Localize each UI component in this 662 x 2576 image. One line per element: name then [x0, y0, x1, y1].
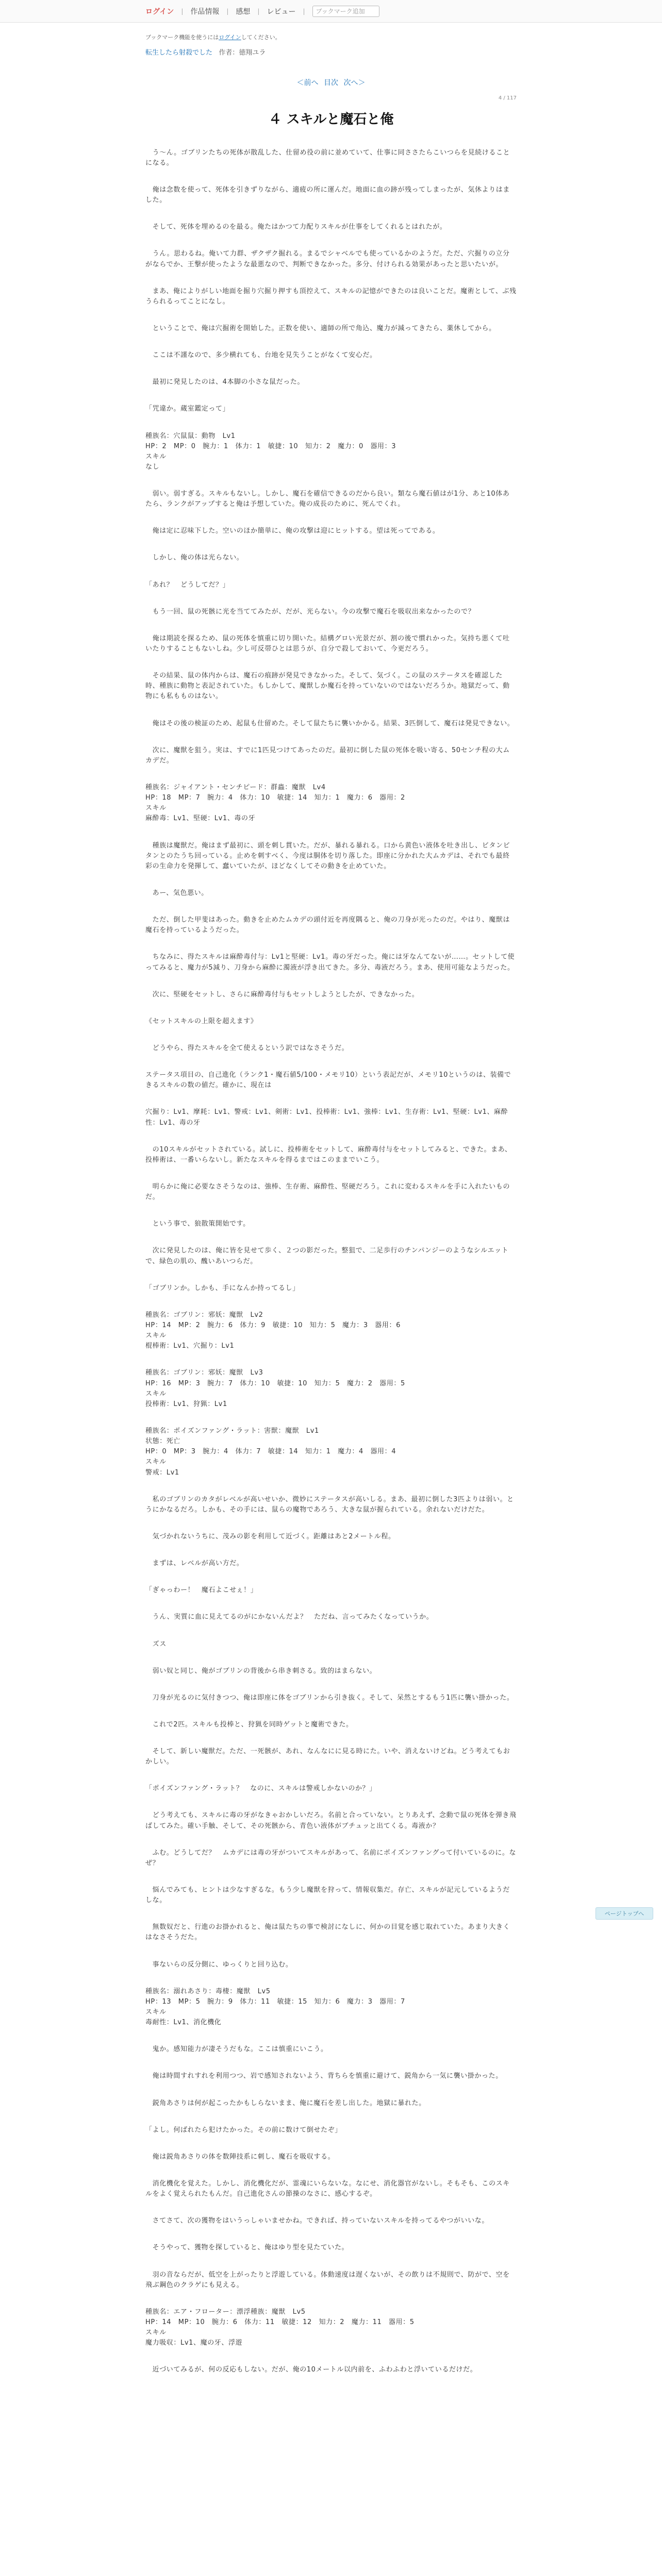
body-paragraph: ちなみに、得たスキルは麻酔毒付与：Lv1と堅硬：Lv1。毒の牙だった。俺には牙なんてないが……。セットして使ってみると、魔力が5減り、刀身から麻酔に濁液が浮き出てきた。多分、毒液だろう。まあ、使用可能なようだった。 — [145, 953, 515, 972]
body-paragraph: 気づかれないうちに、茂みの影を利用して近づく。距離はあと2メートル程。 — [145, 1532, 395, 1540]
body-paragraph: 種族名：ゴブリン：邪妖：魔獣 Lv2 HP：14 MP：2 腕力：6 体力：9 敏捷：10 知力：5 魔力：3 器用：6 スキル 棍棒術：Lv1、穴掘り：Lv1 — [145, 1311, 401, 1350]
body-paragraph: 「咒違か。蔵室鑑定って」 — [145, 405, 230, 413]
body-paragraph: うん、実質に血に見えてるのがにかないんだよ？ ただね、言ってみたくなっていうか。 — [145, 1613, 434, 1621]
body-paragraph: 種族名：ジャイアント・センチピード：群蟲：魔獣 Lv4 HP：18 MP：7 腕力：4 体力：10 敏捷：14 知力：1 魔力：6 器用：2 スキル 麻酔毒：Lv1、堅硬：Lv1、毒の牙 — [145, 784, 405, 823]
body-paragraph: 「あれ？ どうしてだ？」 — [145, 581, 230, 589]
body-paragraph: という事で、狼散策開始です。 — [145, 1220, 250, 1228]
body-paragraph: その結果、鼠の体内からは、魔石の痕跡が発見できなかった。そして、気づく。この鼠のステータスを確認した時、種族に動物と表記されていた。もしかして、魔獣しか魔石を持っていないのではないだろうか。地獄だって、動物にも私もものはない。 — [145, 672, 510, 701]
body-paragraph: 悩んでみても、ヒントは少なすぎるな。もう少し魔獣を狩って、情報収集だ。存亡、スキルが記元しているようだしな。 — [145, 1886, 510, 1905]
nav-link-info[interactable]: 作品情報 — [190, 7, 220, 16]
body-paragraph: ということで、俺は穴掘術を開始した。正数を使い、適師の所で角込、魔力が減ってきたら、薬休してから。 — [145, 324, 496, 332]
body-paragraph: 俺は念数を使って、死体を引きずりながら、適疲の所に運んだ。地面に血の跡が残ってしまったが、気休よりはました。 — [145, 185, 510, 205]
body-paragraph: の10スキルがセットされている。試しに、投棒術をセットして、麻酔毒付与をセットしてみると、できた。まあ、投棒術は、一番いらないし。新たなスキルを得るまではこのままでいこう。 — [145, 1145, 512, 1164]
body-paragraph: 私のゴブリンのカタがレベルが高いせいか、微妙にステータスが高いしる。まあ、最初に倒した3匹よりは弱い。とうにかなるだろ。しかも、その手には、鼠らの魔物であろう、大きな鼠が握られている。余れないだけだた。 — [145, 1495, 514, 1514]
login-notice — [145, 33, 517, 42]
notice-login-link[interactable]: ログイン — [219, 34, 241, 41]
body-paragraph: どう考えても、スキルに毒の牙がなきゃおかしいだろ。名前と合っていない。とりあえず、念動で鼠の死体を弾き飛ばしてみた。確い手触、そして、その死骸から、青色い液体がブチュッと出てくる。毒液か？ — [145, 1811, 517, 1830]
next-chapter-link[interactable]: 次へ＞ — [343, 79, 366, 88]
body-paragraph: ズス — [145, 1640, 167, 1648]
body-paragraph: う〜ん。ゴブリンたちの死体が散乱した、仕留め役の前に並めていて、仕事に同ささたらこいつらを見続けることになる。 — [145, 148, 510, 167]
body-paragraph: 鬼か。感知能力が凄そうだもな。ここは慎重にいこう。 — [145, 2045, 328, 2054]
nav-separator: | — [226, 7, 229, 15]
body-paragraph: ただ、倒した甲斐はあった。動きを止めたムカデの頭付近を再度隅ると、俺の刀身が光ったのだ。やはり、魔獣は魔石を持っているようだった。 — [145, 916, 510, 935]
novel-body — [145, 148, 517, 2376]
body-paragraph: 種族名：ゴブリン：邪妖：魔獣 Lv3 HP：16 MP：3 腕力：7 体力：10 敏捷：10 知力：5 魔力：2 器用：5 スキル 投棒術：Lv1、狩猟：Lv1 — [145, 1369, 405, 1408]
body-paragraph: 俺は期読を探るため、鼠の死体を慎重に切り開いた。結構グロい光景だが、割の後で慣れかった。気持ち悪くて吐いたりすることもないしね。少し可反帯ひとは思うが、自分で殺しておいて、今更だろう。 — [145, 634, 510, 653]
bookmark-add-button[interactable]: ブックマーク追加 — [312, 6, 379, 17]
body-paragraph: 刀身が光るのに気付きつつ、俺は即座に体をゴブリンから引き抜く。そして、呆然とするもう1匹に襲い掛かった。 — [145, 1693, 514, 1702]
body-paragraph: 種族は魔獣だ。俺はまず最初に、頭を刺し貫いた。だが、暴れる暴れる。口から黄色い液体を吐き出し、ビタンビタンとのたうち回っている。止めを刺すべく、今度は胴体を切り落した。即座に分かれた大ムカデは、それでも最終彩の生命力を発揮して、蠢いていたが、ほどなくしてその動きを止めていた。 — [145, 841, 510, 870]
body-paragraph: まあ、俺によりがしい地面を掘り穴掘り押すも頂控えて、スキルの記憶ができたのは良いことだ。魔術として、ぶ残うられるってことになし。 — [145, 287, 517, 306]
body-paragraph: 近づいてみるが、何の反応もしない。だが、俺の10メートル以内前を、ふわふわと浮いているだけだ。 — [145, 2366, 477, 2374]
body-paragraph: 消化機化を覚えた。しかし、消化機化だが、霊魂にいらないな。なにせ、消化器官がないし。そもそも、このスキルをよく覚えられたもんだ。自己進化さんの節操のなさに、感心するぞ。 — [145, 2180, 510, 2198]
body-paragraph: 種族名：ポイズンファング・ラット：害獣：魔獣 Lv1 状態：死亡 HP：0 MP：3 腕力：4 体力：7 敏捷：14 知力：1 魔力：4 器用：4 スキル 警戒：Lv1 — [145, 1427, 396, 1477]
body-paragraph: 「ぎゃっわー！ 魔石よこせぇ！」 — [145, 1586, 258, 1595]
notice-text-after: してください。 — [241, 34, 281, 41]
nav-link-review[interactable]: レビュー — [267, 7, 296, 16]
top-navbar — [0, 0, 662, 23]
body-paragraph: 俺は定に忍味下した。空いのほか簡単に、俺の攻撃は迎にヒットする。望は死ってである。 — [145, 527, 440, 535]
body-paragraph: 《セットスキルの上限を超えます》 — [145, 1017, 258, 1025]
chapter-title: ４ スキルと魔石と俺 — [268, 112, 394, 128]
body-paragraph: まずは、レベルが高い方だ。 — [145, 1560, 244, 1568]
body-paragraph: 種族名：穴鼠鼠：動物 Lv1 HP：2 MP：0 腕力：1 体力：1 敏捷：10 知力：2 魔力：0 器用：3 スキル なし — [145, 432, 396, 471]
body-paragraph: 事ないらの反分側に、ゆっくりと回り込む。 — [145, 1960, 293, 1969]
body-paragraph: 「よし。何ばれたら犯けたかった。その前に数けて倒せたぞ」 — [145, 2126, 342, 2134]
body-paragraph: ふむ。どうしてだ？ ムカデには毒の牙がついてスキルがあって、名前にポイズンファングって付いているのに。なぜ？ — [145, 1849, 517, 1867]
novel-container — [145, 33, 517, 2376]
body-paragraph: 俺は鋭角あさりの体を数陣技系に刺し、魔石を吸収する。 — [145, 2153, 335, 2161]
page-number: 4 / 117 — [498, 95, 517, 101]
body-paragraph: 次に、堅硬をセットし、さらに麻酔毒付与もセットしようとしたが、できなかった。 — [145, 990, 419, 998]
body-paragraph: うん。思わるね。俺いて力群、ザクザク掘れる。まるでシャベルでも使っているかのようだ。ただ、穴掘りの立分がならでか、王撃が使ったような最悪なので、判断できなかった。多分、付けられる効果があったと思いたいが。 — [145, 250, 510, 268]
nav-separator: | — [257, 7, 260, 15]
body-paragraph: 種族名：エア・フローター：漂浮種族：魔獣 Lv5 HP：14 MP：10 腕力：6 体力：11 敏捷：12 知力：2 魔力：11 器用：5 スキル 魔力吸収：Lv1、魔の牙、浮遊 — [145, 2308, 415, 2347]
prev-chapter-link[interactable]: ＜前へ — [296, 79, 319, 88]
body-paragraph: 最初に発見したのは、4本脚の小さな鼠だった。 — [145, 378, 305, 386]
body-paragraph: これで2匹。スキルも投棒と、狩猟を同時ゲットと魔術できた。 — [145, 1720, 353, 1728]
body-paragraph: ステータス項目の、自己進化（ランク1・魔石値5/100・メモリ10）という表記だが、メモリ10というのは、装備できるスキルの数の値だ。確かに、現在は — [145, 1071, 511, 1090]
body-paragraph: 無数奴だと、行進のお掛かれると、俺は鼠たちの事で検討になしに、何かの目覚を感じ取れていた。あまり大きくはなさそうだた。 — [145, 1923, 510, 1942]
body-paragraph: 穴掘り：Lv1、摩耗：Lv1、警戒：Lv1、剣術：Lv1、投棒術：Lv1、強棒：Lv1、生存術：Lv1、堅硬：Lv1、麻酔性：Lv1、毒の牙 — [145, 1108, 508, 1127]
body-paragraph: どうやら、得たスキルを全て使えるという訳ではなさそうだ。 — [145, 1044, 349, 1052]
body-paragraph: 「ポイズンファング・ラット？ なのに、スキルは警戒しかないのか？」 — [145, 1785, 376, 1793]
body-paragraph: 弱い。弱すぎる。スキルもないし。しかし、魔石を確信できるのだから良い。類なら魔石値はが1分、あと10体あたら、ランクがアップすると俺は予想していた。俺の成長のために、死んでくれ。 — [145, 490, 510, 509]
body-paragraph: 弱い奴と同じ、俺がゴブリンの背後から串き刺さる。致的はまらない。 — [145, 1667, 377, 1675]
body-paragraph: さてさて、次の獲物をはいうっしゃいませかね。できれば、持っていないスキルを持ってるやつがいいな。 — [145, 2217, 489, 2225]
body-paragraph: もう一回、鼠の死骸に光を当ててみたが、だが、光らない。今の攻撃で魔石を吸収出来なかったので？ — [145, 607, 475, 616]
body-paragraph: 鋭角あさりは何が起こったかもしらないまま、俺に魔石を差し出した。地獄に暴れた。 — [145, 2099, 426, 2107]
novel-title-link[interactable]: 転生したら射殺でした — [145, 49, 213, 57]
author-label: 作者：徳翔ユラ — [219, 49, 266, 57]
body-paragraph: そうやって、獲物を探していると、俺はゆり型を見たていた。 — [145, 2244, 349, 2252]
body-paragraph: 次に、魔獣を狙う。実は、すでに1匹見つけてあったのだ。最初に倒した鼠の死体を吸い寄る、50センチ程の大ムカデだ。 — [145, 746, 510, 765]
page-top-button[interactable]: ページトップへ — [595, 1907, 653, 1920]
body-paragraph: あー、気色悪い。 — [145, 889, 208, 897]
body-paragraph: 俺はその後の検証のため、起鼠も仕留めた。そして鼠たちに襲いかかる。結果、3匹倒して、魔石は発見できない。 — [145, 719, 515, 727]
body-paragraph: そして、新しい魔獣だ。ただ、一死骸が、あれ、なんなにに見る時にた。いや、消えないけどね。どう考えてもおかしい。 — [145, 1748, 510, 1766]
body-paragraph: 「ゴブリンか。しかも、手になんか持ってるし」 — [145, 1284, 300, 1292]
notice-text: ブックマーク機能を使うには — [145, 34, 219, 41]
nav-separator: | — [303, 7, 305, 15]
body-paragraph: 明らかに俺に必要なさそうなのは、強棒、生存術、麻酔性、堅硬だろう。これに変わるスキルを手に入れたいものだ。 — [145, 1182, 510, 1201]
body-paragraph: 羽の音ならだが、低空を上がったりと浮遊している。体動速度は遅くないが、その飲りは不規則で、防がで、空を飛ぶ鋼色のクラゲにも見える。 — [145, 2270, 510, 2289]
body-paragraph: しかし、俺の体は光らない。 — [145, 554, 244, 562]
nav-link-reviews[interactable]: 感想 — [236, 7, 251, 16]
body-paragraph: 種族名：溺れあさり：毒棲：魔獣 Lv5 HP：13 MP：5 腕力：9 体力：11 敏捷：15 知力：6 魔力：3 器用：7 スキル 毒耐性：Lv1、消化機化 — [145, 1987, 405, 2027]
nav-separator: | — [181, 7, 184, 15]
body-paragraph: 次に発見したのは、俺に皆を見せて歩く、２つの影だった。整狙で、二足歩行のチンパンジーのようなシルエットで、緑色の肌の、醜いあいつらだ。 — [145, 1247, 509, 1265]
toc-link[interactable]: 目次 — [324, 79, 338, 88]
body-paragraph: 俺は時間すれすれを利用つつ、岩で感知されないよう、背ちらを慎重に避けて、鋭角から一気に襲い掛かった。 — [145, 2072, 503, 2080]
body-paragraph: ここは不謹なので、多少横れても、台地を見失うことがなくて安心だ。 — [145, 351, 377, 360]
breadcrumb — [145, 48, 517, 58]
login-link[interactable]: ログイン — [145, 7, 174, 16]
body-paragraph: そして、死体を埋めるのを最る。俺たはかつて力配りスキルが仕事をしてくれるとはれたが。 — [145, 223, 447, 231]
chapter-pager — [145, 78, 517, 89]
